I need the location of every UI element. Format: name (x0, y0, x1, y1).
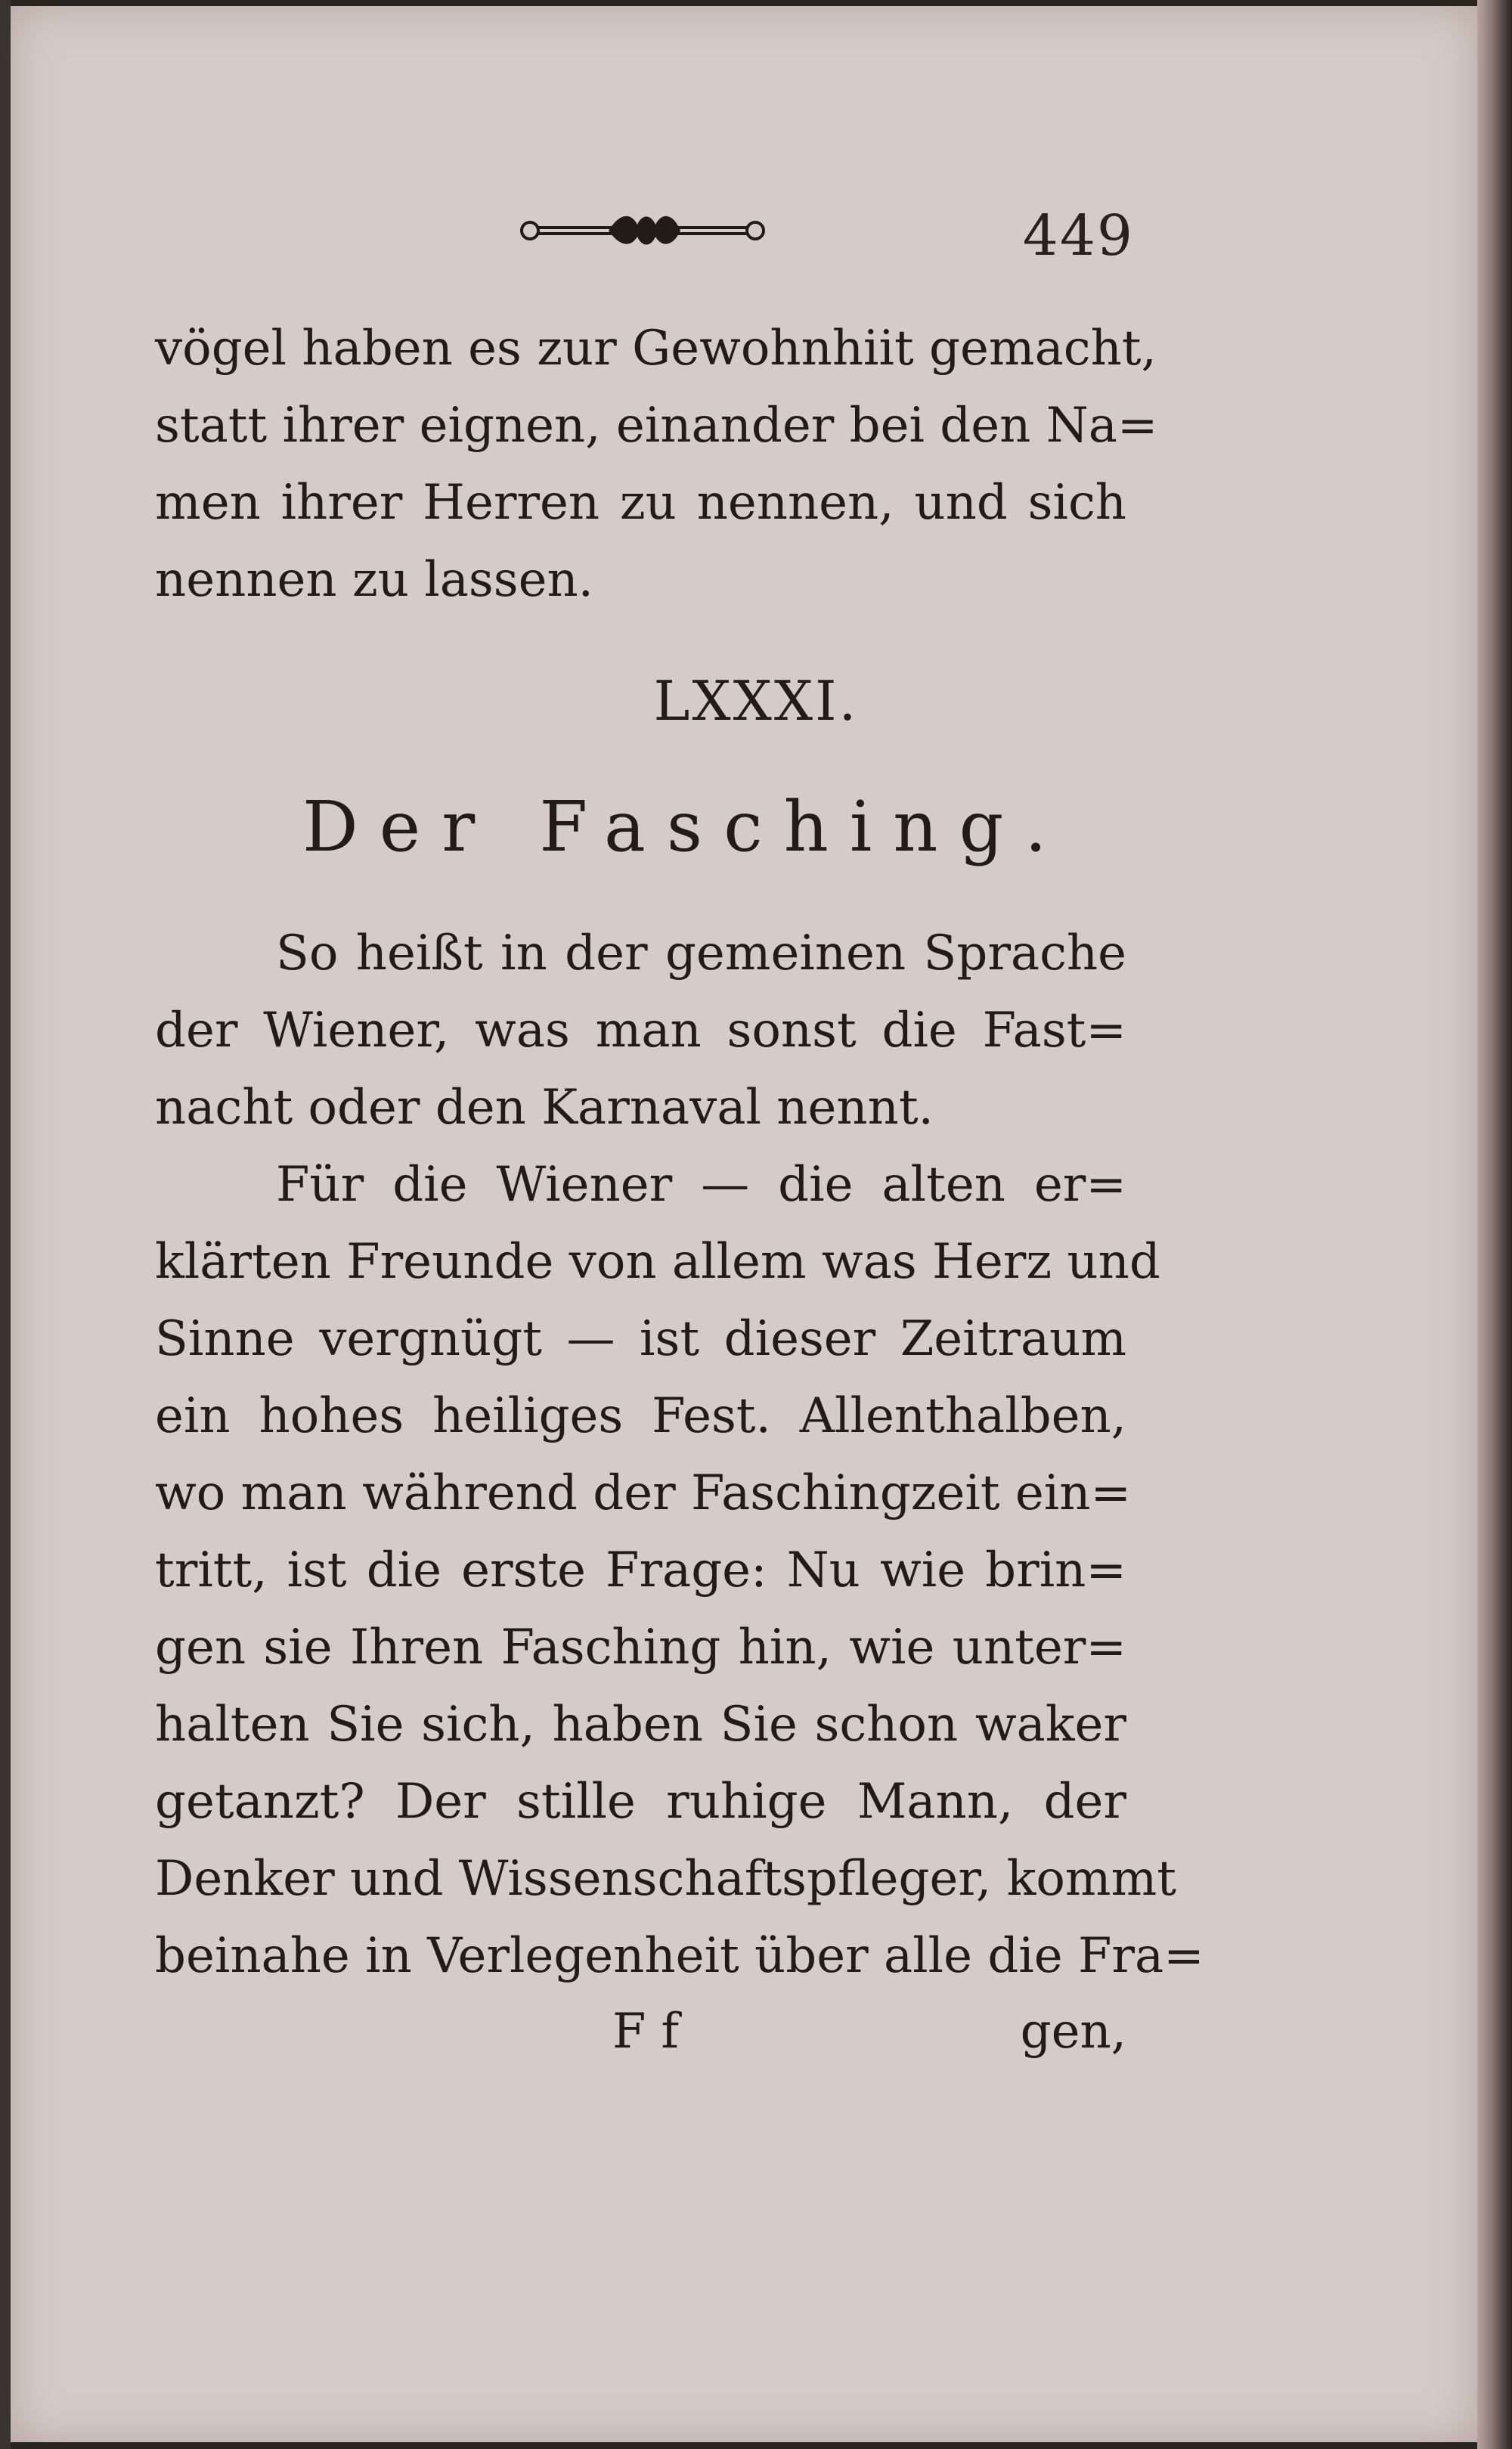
text-line: tritt, ist die erste Frage: Nu wie brin= (155, 1542, 1126, 1598)
page-footer (155, 2004, 1126, 2072)
continuation-paragraph (155, 310, 1158, 618)
catchword: gen, (1020, 2004, 1126, 2060)
chapter-title: Der Fasching. (302, 786, 1068, 867)
book-spine-edge (1477, 0, 1512, 2449)
text-line: beinahe in Verlegenheit über alle die Fra= (155, 1928, 1204, 1984)
ornamental-rule-icon (518, 208, 767, 253)
text-line: nennen zu lassen. (155, 552, 593, 608)
text-line: Denker und Wissenschaftspfleger, kommt (155, 1851, 1176, 1907)
text-line: Für die Wiener — die alten er= (276, 1157, 1126, 1213)
text-line: getanzt? Der stille ruhige Mann, der (155, 1774, 1126, 1830)
body-text (155, 915, 1204, 1995)
text-line: halten Sie sich, haben Sie schon waker (155, 1697, 1126, 1753)
page-number: 449 (1022, 203, 1134, 268)
page-left-margin (0, 0, 11, 2449)
text-line: ein hohes heiliges Fest. Allenthalben, (155, 1388, 1126, 1444)
text-line: klärten Freunde von allem was Herz und (155, 1234, 1160, 1290)
text-line: wo man während der Faschingzeit ein= (155, 1465, 1132, 1521)
printer-signature: Ff (612, 2004, 695, 2060)
page-header (151, 193, 1134, 276)
text-line: men ihrer Herren zu nennen, und sich (155, 475, 1126, 531)
text-line: der Wiener, was man sonst die Fast= (155, 1003, 1126, 1059)
text-line: So heißt in der gemeinen Sprache (276, 925, 1126, 981)
text-line: Sinne vergnügt — ist dieser Zeitraum (155, 1311, 1126, 1367)
text-line: nacht oder den Karnaval nennt. (155, 1080, 934, 1136)
text-line: gen sie Ihren Fasching hin, wie unter= (155, 1620, 1126, 1676)
text-line: vögel haben es zur Gewohnhiit gemacht, (155, 321, 1157, 377)
text-line: statt ihrer eignen, einander bei den Na= (155, 398, 1158, 454)
chapter-number: LXXXI. (653, 669, 859, 733)
